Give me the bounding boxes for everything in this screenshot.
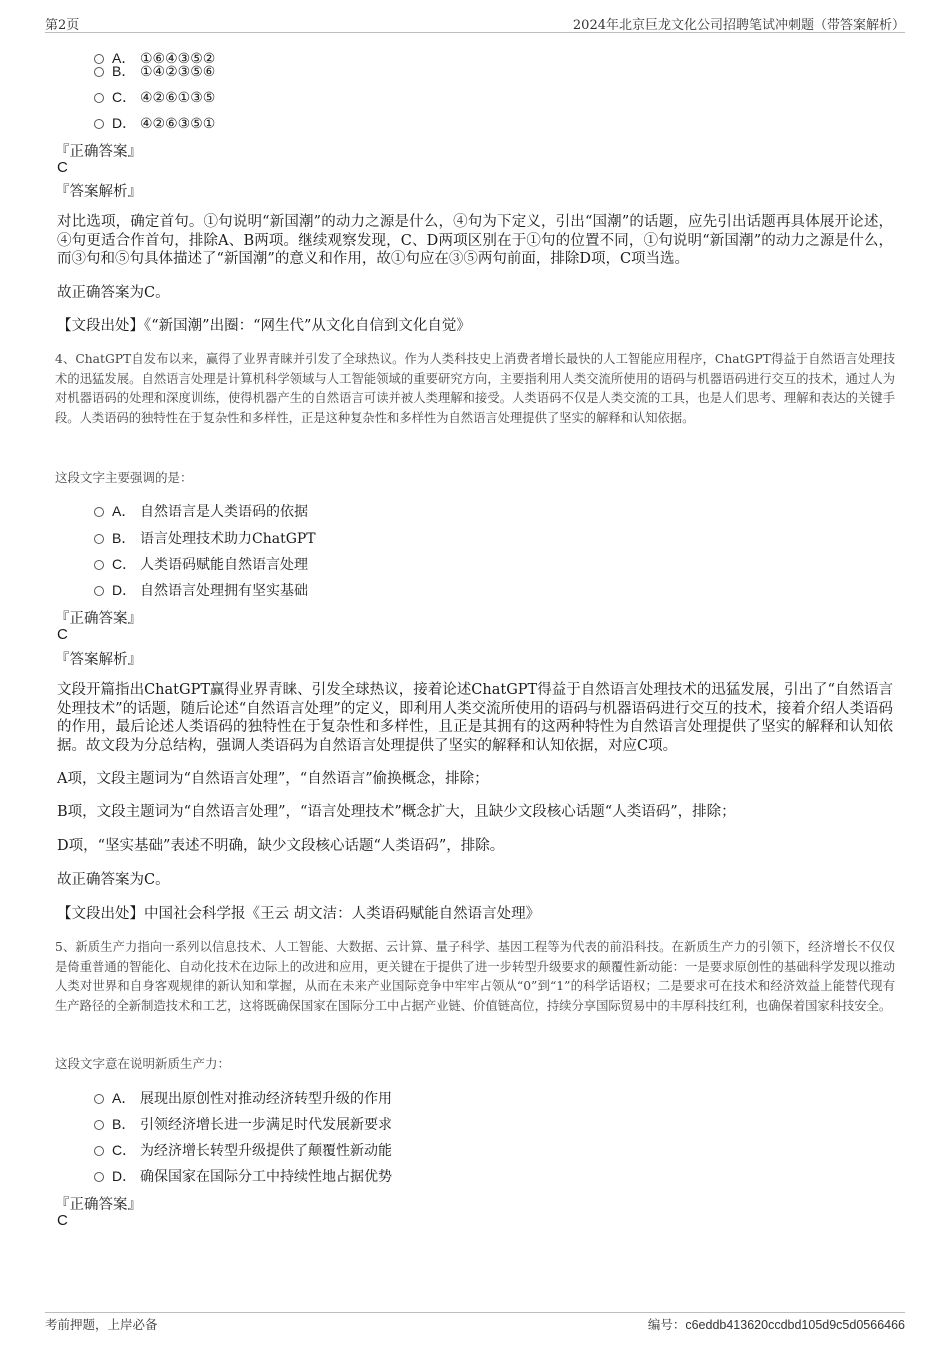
q4-option-b[interactable]: B． 语言处理技术助力ChatGPT — [94, 528, 316, 548]
page-header — [45, 14, 905, 33]
q3-conclusion: 故正确答案为C。 — [57, 285, 170, 301]
q3-option-b[interactable]: B． ①④②③⑤⑥ — [94, 61, 215, 81]
radio-icon[interactable] — [94, 93, 104, 103]
page-footer — [45, 1312, 905, 1335]
q4-note-b: B项，文段主题词为“自然语言处理”，“语言处理技术”概念扩大，且缺少文段核心话题“人类语码”，排除； — [57, 804, 736, 820]
q3-answer-label: 『正确答案』 — [55, 144, 142, 160]
radio-icon[interactable] — [94, 1120, 104, 1130]
q4-note-d: D项，“坚实基础”表述不明确，缺少文段核心话题“人类语码”，排除。 — [57, 838, 505, 854]
code-value: c6eddb413620ccdbd105d9c5d0566466 — [685, 1318, 905, 1332]
q4-answer: C — [57, 626, 68, 643]
q3-source: 【文段出处】《“新国潮”出圈：“网生代”从文化自信到文化自觉》 — [57, 318, 471, 334]
q3-option-c[interactable]: C． ④②⑥①③⑤ — [94, 87, 215, 107]
radio-icon[interactable] — [94, 586, 104, 596]
q3-analysis-label: 『答案解析』 — [55, 184, 142, 200]
q4-answer-label: 『正确答案』 — [55, 611, 142, 627]
page-number: 第2页 — [45, 18, 80, 33]
q5-option-a[interactable]: A． 展现出原创性对推动经济转型升级的作用 — [94, 1088, 392, 1108]
q4-stem: 这段文字主要强调的是： — [55, 470, 193, 485]
q3-analysis: 对比选项，确定首句。①句说明“新国潮”的动力之源是什么，④句为下定义，引出“国潮”的话题，应先引出话题再具体展开论述，④句更适合作首句，排除A、B两项。继续观察发现，C、D两项区别在于①句的位置不同，①句说明“新国潮”的动力之源是什么，而③句和⑤句具体描述了“新国潮”的意义和作用，故①句应在③⑤两句前面，排除D项，C项当选。 — [57, 214, 893, 267]
radio-icon[interactable] — [94, 1172, 104, 1182]
document-code — [648, 1315, 905, 1333]
q4-option-c[interactable]: C． 人类语码赋能自然语言处理 — [94, 554, 308, 574]
q4-option-a[interactable]: A． 自然语言是人类语码的依据 — [94, 501, 308, 521]
radio-icon[interactable] — [94, 67, 104, 77]
q5-answer: C — [57, 1212, 68, 1229]
q4-conclusion: 故正确答案为C。 — [57, 872, 170, 888]
q4-note-a: A项，文段主题词为“自然语言处理”，“自然语言”偷换概念，排除； — [57, 771, 489, 787]
code-label: 编号： — [647, 1317, 686, 1332]
q5-answer-label: 『正确答案』 — [55, 1197, 142, 1213]
radio-icon[interactable] — [94, 507, 104, 517]
document-title: 2024年北京巨龙文化公司招聘笔试冲刺题（带答案解析） — [572, 18, 905, 33]
q5-stem: 这段文字意在说明新质生产力： — [55, 1056, 231, 1071]
radio-icon[interactable] — [94, 1094, 104, 1104]
q5-option-b[interactable]: B． 引领经济增长进一步满足时代发展新要求 — [94, 1114, 392, 1134]
radio-icon[interactable] — [94, 1146, 104, 1156]
q4-option-d[interactable]: D． 自然语言处理拥有坚实基础 — [94, 580, 308, 600]
q4-passage: 4、ChatGPT自发布以来，赢得了业界青睐并引发了全球热议。作为人类科技史上消费者增长最快的人工智能应用程序，ChatGPT得益于自然语言处理技术的迅猛发展。自然语言处理是计算机科学领域与人工智能领域的重要研究方向，主要指利用人类交流所使用的语码与机器语码进行交互的技术，通过人为对机器语码的处理和深度训练，使得机器产生的自然语言可读并被人类理解和接受。人类语码不仅是人类交流的工具，也是人们思考、理解和表达的关键手段。人类语码的独特性在于复杂性和多样性，正是这种复杂性和多样性为自然语言处理提供了坚实的解释和认知依据。 — [55, 352, 895, 425]
radio-icon[interactable] — [94, 534, 104, 544]
q4-source: 【文段出处】中国社会科学报《王云 胡文洁：人类语码赋能自然语言处理》 — [57, 906, 541, 922]
q3-option-a[interactable]: A． ①⑥④③⑤② — [94, 48, 215, 68]
q3-option-d[interactable]: D． ④②⑥③⑤① — [94, 113, 215, 133]
q5-option-c[interactable]: C． 为经济增长转型升级提供了颠覆性新动能 — [94, 1140, 392, 1160]
radio-icon[interactable] — [94, 560, 104, 570]
footer-slogan: 考前押题，上岸必备 — [45, 1317, 158, 1332]
q4-analysis: 文段开篇指出ChatGPT赢得业界青睐、引发全球热议，接着论述ChatGPT得益于自然语言处理技术的迅猛发展，引出了“自然语言处理技术”的话题，随后论述“自然语言处理”的定义，即利用人类交流所使用的语码与机器语码进行交互的技术，接着介绍人类语码的作用，最后论述人类语码的独特性在于复杂性和多样性，且正是其拥有的这两种特性为自然语言处理提供了坚实的解释和认知依据。故文段为分总结构，强调人类语码为自然语言处理提供了坚实的解释和认知依据，对应C项。 — [57, 682, 893, 754]
q4-analysis-label: 『答案解析』 — [55, 652, 142, 668]
q3-answer: C — [57, 159, 68, 176]
q5-passage: 5、新质生产力指向一系列以信息技术、人工智能、大数据、云计算、量子科学、基因工程等为代表的前沿科技。在新质生产力的引领下，经济增长不仅仅是倚重普通的智能化、自动化技术在边际上的改进和应用，更关键在于提供了进一步转型升级要求的颠覆性新动能：一是要求原创性的基础科学发现以推动人类对世界和自身客观规律的新认知和掌握，从而在未来产业国际竞争中牢牢占领从“0”到“1”的科学话语权；二是要求可在技术和经济效益上能替代现有生产路径的全新制造技术和工艺，这将既确保国家在国际分工中占据产业链、价值链高位，持续分享国际贸易中的丰厚科技红利，也确保着国家科技安全。 — [55, 940, 895, 1013]
radio-icon[interactable] — [94, 119, 104, 129]
q5-option-d[interactable]: D． 确保国家在国际分工中持续性地占据优势 — [94, 1166, 392, 1186]
